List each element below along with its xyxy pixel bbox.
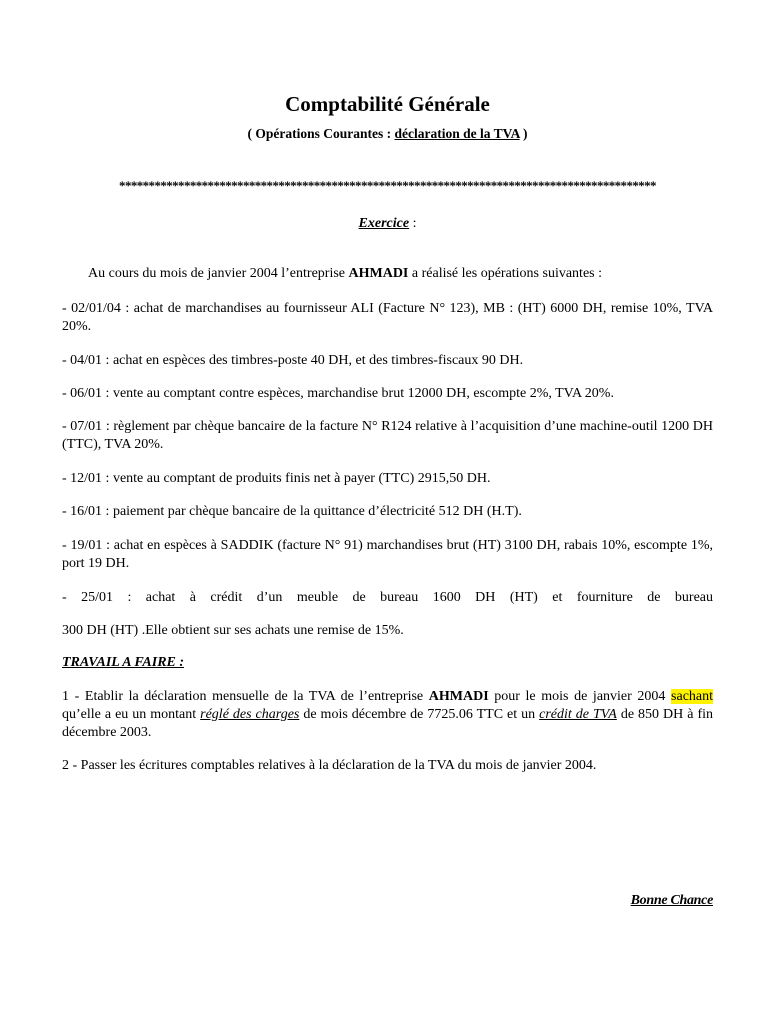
task1-company-name: AHMADI xyxy=(428,689,489,704)
task1-text: de 850 DH à fin décembre 2003. xyxy=(62,707,713,740)
intro-text-before: Au cours du mois de janvier 2004 l’entreprise xyxy=(88,266,349,281)
intro-company-name: AHMADI xyxy=(348,266,409,281)
intro-paragraph xyxy=(62,265,713,283)
exercise-suffix: : xyxy=(409,216,417,231)
subtitle-close: ) xyxy=(519,126,528,141)
task1-credit-term: crédit de TVA xyxy=(539,707,617,722)
operation-item-continued: 300 DH (HT) .Elle obtient sur ses achats une remise de 15%. xyxy=(62,623,404,638)
task-2: 2 - Passer les écritures comptables relatives à la déclaration de la TVA du mois de janvier 2004. xyxy=(62,758,597,773)
todo-heading: TRAVAIL A FAIRE : xyxy=(62,655,185,670)
document-title: Comptabilité Générale xyxy=(285,92,490,116)
operation-item: - 25/01 : achat à crédit d’un meuble de bureau 1600 DH (HT) et fourniture de bureau xyxy=(62,590,713,605)
task1-charges-term: réglé des charges xyxy=(200,707,300,722)
task1-text: pour le mois de janvier 2004 xyxy=(488,689,672,704)
subtitle-open: ( Opérations Courantes : xyxy=(247,126,395,141)
highlighted-word: sachant xyxy=(671,689,714,704)
task1-text: de mois décembre de 7725.06 TTC et un xyxy=(299,707,540,722)
closing-signature: Bonne Chance xyxy=(630,893,713,908)
operation-item: - 12/01 : vente au comptant de produits finis net à payer (TTC) 2915,50 DH. xyxy=(62,471,491,486)
document-subtitle xyxy=(62,126,713,142)
subtitle-underlined: déclaration de la TVA xyxy=(394,126,520,141)
document-page xyxy=(62,0,713,1024)
operation-item: - 04/01 : achat en espèces des timbres-poste 40 DH, et des timbres-fiscaux 90 DH. xyxy=(62,353,524,368)
task1-text: 1 - Etablir la déclaration mensuelle de la TVA de l’entreprise xyxy=(62,689,429,704)
task1-text: qu’elle a eu un montant xyxy=(62,707,201,722)
operation-item: - 19/01 : achat en espèces à SADDIK (facture N° 91) marchandises brut (HT) 3100 DH, rabais 10%, escompte 1%, port 19 DH. xyxy=(62,538,713,571)
asterisk-separator: ******************************************************************************************* xyxy=(119,178,656,193)
intro-text-after: a réalisé les opérations suivantes : xyxy=(408,266,602,281)
operation-item: - 06/01 : vente au comptant contre espèces, marchandise brut 12000 DH, escompte 2%, TVA 20%. xyxy=(62,386,614,401)
task-1 xyxy=(62,688,713,742)
operation-item: - 07/01 : règlement par chèque bancaire de la facture N° R124 relative à l’acquisition d’une machine-outil 1200 DH (TTC), TVA 20%. xyxy=(62,419,713,452)
exercise-label: Exercice xyxy=(358,216,410,231)
exercise-heading xyxy=(62,216,713,232)
operation-item: - 02/01/04 : achat de marchandises au fournisseur ALI (Facture N° 123), MB : (HT) 6000 DH, remise 10%, TVA 20%. xyxy=(62,301,713,334)
operation-item: - 16/01 : paiement par chèque bancaire de la quittance d’électricité 512 DH (H.T). xyxy=(62,504,522,519)
